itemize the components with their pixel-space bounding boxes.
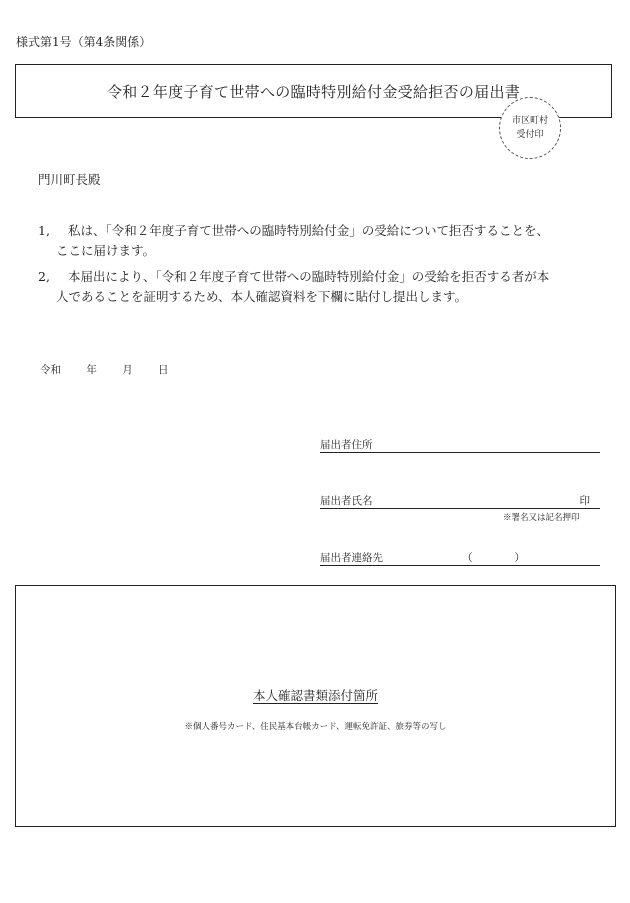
item-line: 人であることを証明するため、本人確認資料を下欄に貼付し提出します。: [56, 289, 468, 304]
item-number: 2,: [38, 269, 50, 284]
statement-item-1: [38, 221, 598, 261]
statement-item-2: [38, 267, 598, 307]
document-title: 令和２年度子育て世帯への臨時特別給付金受給拒否の届出書: [106, 83, 521, 101]
attachment-note: ※個人番号カード、住民基本台帳カード、運転免許証、旅券等の写し: [184, 722, 447, 732]
contact-label: 届出者連絡先: [320, 552, 383, 564]
date-day: 日: [158, 364, 169, 376]
reception-stamp-area: [499, 97, 561, 159]
attachment-area[interactable]: [15, 585, 616, 827]
name-field[interactable]: [320, 493, 600, 509]
item-number: 1,: [38, 223, 50, 238]
date-year: 年: [86, 364, 97, 376]
item-line: ここに届けます。: [56, 243, 156, 258]
addressee: 門川町長殿: [38, 172, 101, 187]
date-month: 月: [122, 364, 133, 376]
date-line[interactable]: [40, 362, 191, 377]
contact-field[interactable]: [320, 550, 600, 566]
seal-mark: 印: [579, 495, 590, 507]
item-line: 私は、「令和２年度子育て世帯への臨時特別給付金」の受給について拒否することを、: [68, 223, 550, 238]
date-era: 令和: [40, 364, 61, 376]
address-label: 届出者住所: [320, 439, 373, 451]
address-field[interactable]: [320, 437, 600, 453]
stamp-label-municipality: 市区町村: [511, 116, 548, 126]
name-label: 届出者氏名: [320, 495, 373, 507]
attachment-title: 本人確認書類添付箇所: [252, 688, 378, 703]
item-line: 本届出により、「令和２年度子育て世帯への臨時特別給付金」の受給を拒否する者が本: [68, 269, 550, 284]
form-number: 様式第1号（第4条関係）: [16, 35, 152, 49]
stamp-label-receipt: 受付印: [516, 130, 544, 140]
seal-note: ※署名又は記名押印: [503, 513, 580, 523]
contact-parentheses: （ ）: [462, 552, 525, 564]
